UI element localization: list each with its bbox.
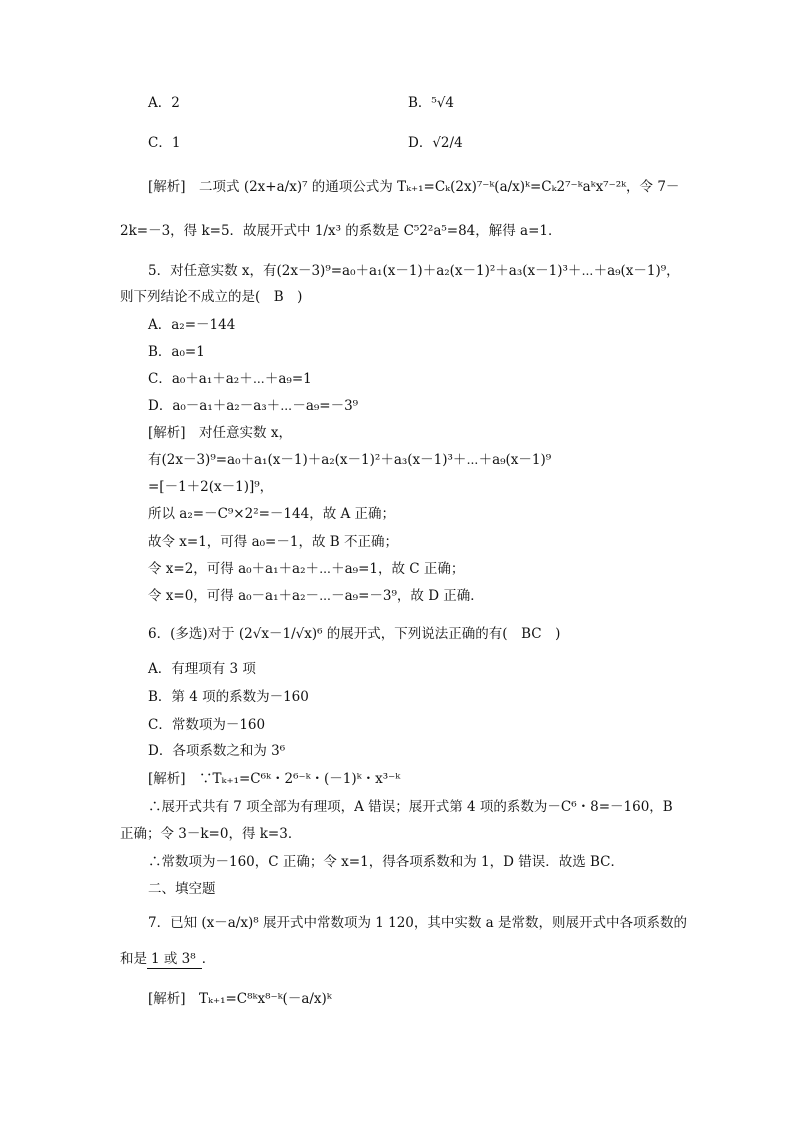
q5-option-a: A．a₂=－144 (148, 317, 236, 333)
q4-option-c: C．1 (148, 135, 181, 151)
q6-solution-line1: [解析] ∵Tₖ₊₁=C⁶ᵏ・2⁶⁻ᵏ・(－1)ᵏ・x³⁻ᵏ (148, 771, 401, 787)
q4-option-d: D．√2/4 (408, 135, 463, 151)
q5-solution-line6: 令 x=2，可得 a₀＋a₁＋a₂＋⋯＋a₉=1，故 C 正确； (148, 561, 465, 577)
q5-solution-line7: 令 x=0，可得 a₀－a₁＋a₂－⋯－a₉=－3⁹，故 D 正确． (148, 588, 484, 604)
q7-solution-line1: [解析] Tₖ₊₁=C⁸ᵏx⁸⁻ᵏ(－a/x)ᵏ (148, 991, 332, 1007)
q4-solution-line1: [解析] 二项式 (2x+a/x)⁷ 的通项公式为 Tₖ₊₁=Cₖ(2x)⁷⁻ᵏ(a/x)ᵏ=Cₖ2⁷⁻ᵏaᵏx⁷⁻²ᵏ，令 7－ (148, 179, 680, 195)
q4-option-b: B．⁵√4 (408, 95, 455, 111)
q5-option-b: B．a₀=1 (148, 344, 205, 360)
q5-option-d: D．a₀－a₁＋a₂－a₃＋⋯－a₉=－3⁹ (148, 398, 359, 414)
q6-option-d: D．各项系数之和为 3⁶ (148, 743, 286, 759)
q6-solution-line2: ∴展开式共有 7 项全部为有理项，A 错误；展开式第 4 项的系数为－C⁶・8=－160，B (148, 799, 673, 815)
q7-stem-prefix: 和是 (120, 951, 147, 967)
q6-solution-line3: 正确；令 3－k=0，得 k=3． (120, 826, 302, 842)
q7-stem-line2 (120, 950, 215, 969)
q5-stem-line2: 则下列结论不成立的是( B ) (120, 289, 303, 305)
q5-option-c: C．a₀＋a₁＋a₂＋⋯＋a₉=1 (148, 371, 312, 387)
q7-stem-line1: 7．已知 (x－a/x)⁸ 展开式中常数项为 1 120，其中实数 a 是常数，则展开式中各项系数的 (148, 915, 688, 931)
q6-solution-line4: ∴常数项为－160，C 正确；令 x=1，得各项系数和为 1，D 错误．故选 BC． (148, 854, 624, 870)
q5-solution-line3: =[－1＋2(x－1)]⁹， (148, 479, 274, 495)
q6-option-b: B．第 4 项的系数为－160 (148, 689, 309, 705)
q7-stem-suffix: ． (201, 951, 216, 967)
q4-option-a: A．2 (148, 95, 180, 111)
q7-answer-blank: 1 或 3⁸ (147, 950, 202, 969)
q6-option-a: A．有理项有 3 项 (148, 661, 256, 677)
q5-stem-line1: 5．对任意实数 x，有(2x－3)⁹=a₀＋a₁(x－1)＋a₂(x－1)²＋a₃(x－1)³＋⋯＋a₉(x－1)⁹， (148, 263, 680, 279)
q6-option-c: C．常数项为－160 (148, 717, 266, 733)
section-heading: 二、填空题 (148, 881, 216, 897)
q5-solution-line5: 故令 x=1，可得 a₀=－1，故 B 不正确； (148, 534, 398, 550)
q5-solution-line4: 所以 a₂=－C⁹×2²=－144，故 A 正确； (148, 506, 396, 522)
q6-stem: 6．(多选)对于 (2√x－1/√x)⁶ 的展开式，下列说法正确的有( BC ) (148, 626, 561, 642)
q4-solution-line2: 2k=－3，得 k=5．故展开式中 1/x³ 的系数是 C⁵2²a⁵=84，解得 a=1． (120, 223, 562, 239)
q5-solution-line1: [解析] 对任意实数 x， (148, 425, 292, 441)
q5-solution-line2: 有(2x－3)⁹=a₀＋a₁(x－1)＋a₂(x－1)²＋a₃(x－1)³＋⋯＋a₉(x－1)⁹ (148, 452, 552, 468)
